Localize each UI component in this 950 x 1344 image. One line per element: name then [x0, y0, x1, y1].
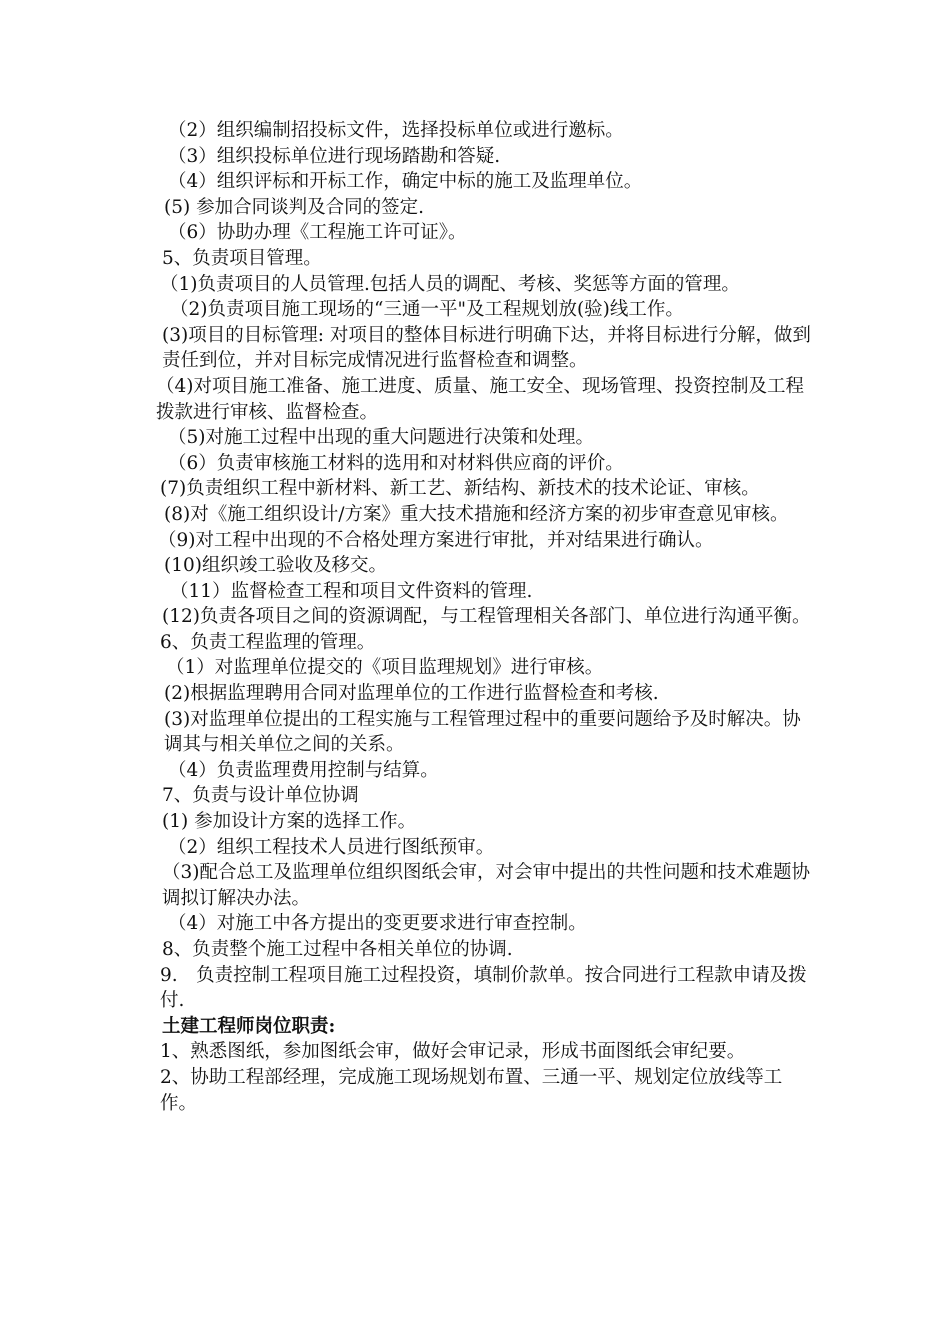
paragraph: （2)负责项目施工现场的“三通一平"及工程规划放(验)线工作。 [170, 299, 684, 321]
paragraph: （4)对项目施工准备、施工进度、质量、施工安全、现场管理、投资控制及工程拨款进行审核、监督检查。 [156, 375, 804, 423]
paragraph: (3)对监理单位提出的工程实施与工程管理过程中的重要问题给予及时解决。协调其与相关单位之间的关系。 [164, 708, 801, 756]
paragraph: （1）对监理单位提交的《项目监理规划》进行审核。 [166, 657, 604, 679]
section-heading: 6、负责工程监理的管理。 [160, 631, 376, 653]
paragraph: （5)对施工过程中出现的重大问题进行决策和处理。 [168, 427, 594, 449]
paragraph: (12)负责各项目之间的资源调配，与工程管理相关各部门、单位进行沟通平衡。 [162, 606, 811, 628]
paragraph: (5) 参加合同谈判及合同的签定. [164, 196, 424, 218]
paragraph: (8)对《施工组织设计/方案》重大技术措施和经济方案的初步审查意见审核。 [164, 503, 789, 525]
paragraph: （9)对工程中出现的不合格处理方案进行审批，并对结果进行确认。 [158, 529, 714, 551]
paragraph: （3)配合总工及监理单位组织图纸会审，对会审中提出的共性问题和技术难题协调拟订解决办法。 [162, 862, 810, 909]
paragraph: （2）组织工程技术人员进行图纸预审。 [168, 836, 495, 858]
paragraph: (7)负责组织工程中新材料、新工艺、新结构、新技术的技术论证、审核。 [160, 478, 760, 500]
section-heading: 9. 负责控制工程项目施工过程投资，填制价款单。按合同进行工程款申请及拨付. [160, 964, 807, 1012]
paragraph: (1) 参加设计方案的选择工作。 [162, 811, 417, 833]
paragraph: （3）组织投标单位进行现场踏勘和答疑. [168, 145, 501, 167]
paragraph: （6）负责审核施工材料的选用和对材料供应商的评价。 [168, 452, 624, 474]
section-heading: 5、负责项目管理。 [162, 247, 322, 269]
section-heading: 8、负责整个施工过程中各相关单位的协调. [162, 939, 513, 960]
paragraph: （2）组织编制招投标文件，选择投标单位或进行邀标。 [168, 120, 624, 141]
section-heading: 7、负责与设计单位协调 [162, 785, 359, 807]
paragraph: （11）监督检查工程和项目文件资料的管理. [170, 580, 533, 602]
paragraph: (2)根据监理聘用合同对监理单位的工作进行监督检查和考核. [164, 683, 659, 705]
paragraph: 1、熟悉图纸，参加图纸会审，做好会审记录，形成书面图纸会审纪要。 [160, 1041, 746, 1063]
job-title-heading: 土建工程师岗位职责: [162, 1015, 336, 1037]
paragraph: （1)负责项目的人员管理.包括人员的调配、考核、奖惩等方面的管理。 [160, 273, 740, 295]
paragraph: (10)组织竣工验收及移交。 [164, 555, 387, 577]
paragraph: （4）组织评标和开标工作，确定中标的施工及监理单位。 [168, 171, 643, 193]
paragraph: （6）协助办理《工程施工许可证》。 [168, 222, 467, 244]
paragraph: （4）对施工中各方提出的变更要求进行审查控制。 [168, 913, 587, 935]
document-body [146, 118, 816, 1116]
paragraph: （4）负责监理费用控制与结算。 [168, 759, 439, 781]
paragraph: 2、协助工程部经理，完成施工现场规划布置、三通一平、规划定位放线等工作。 [160, 1066, 783, 1114]
paragraph: (3)项目的目标管理: 对项目的整体目标进行明确下达，并将目标进行分解，做到责任到位，并对目标完成情况进行监督检查和调整。 [162, 324, 811, 372]
